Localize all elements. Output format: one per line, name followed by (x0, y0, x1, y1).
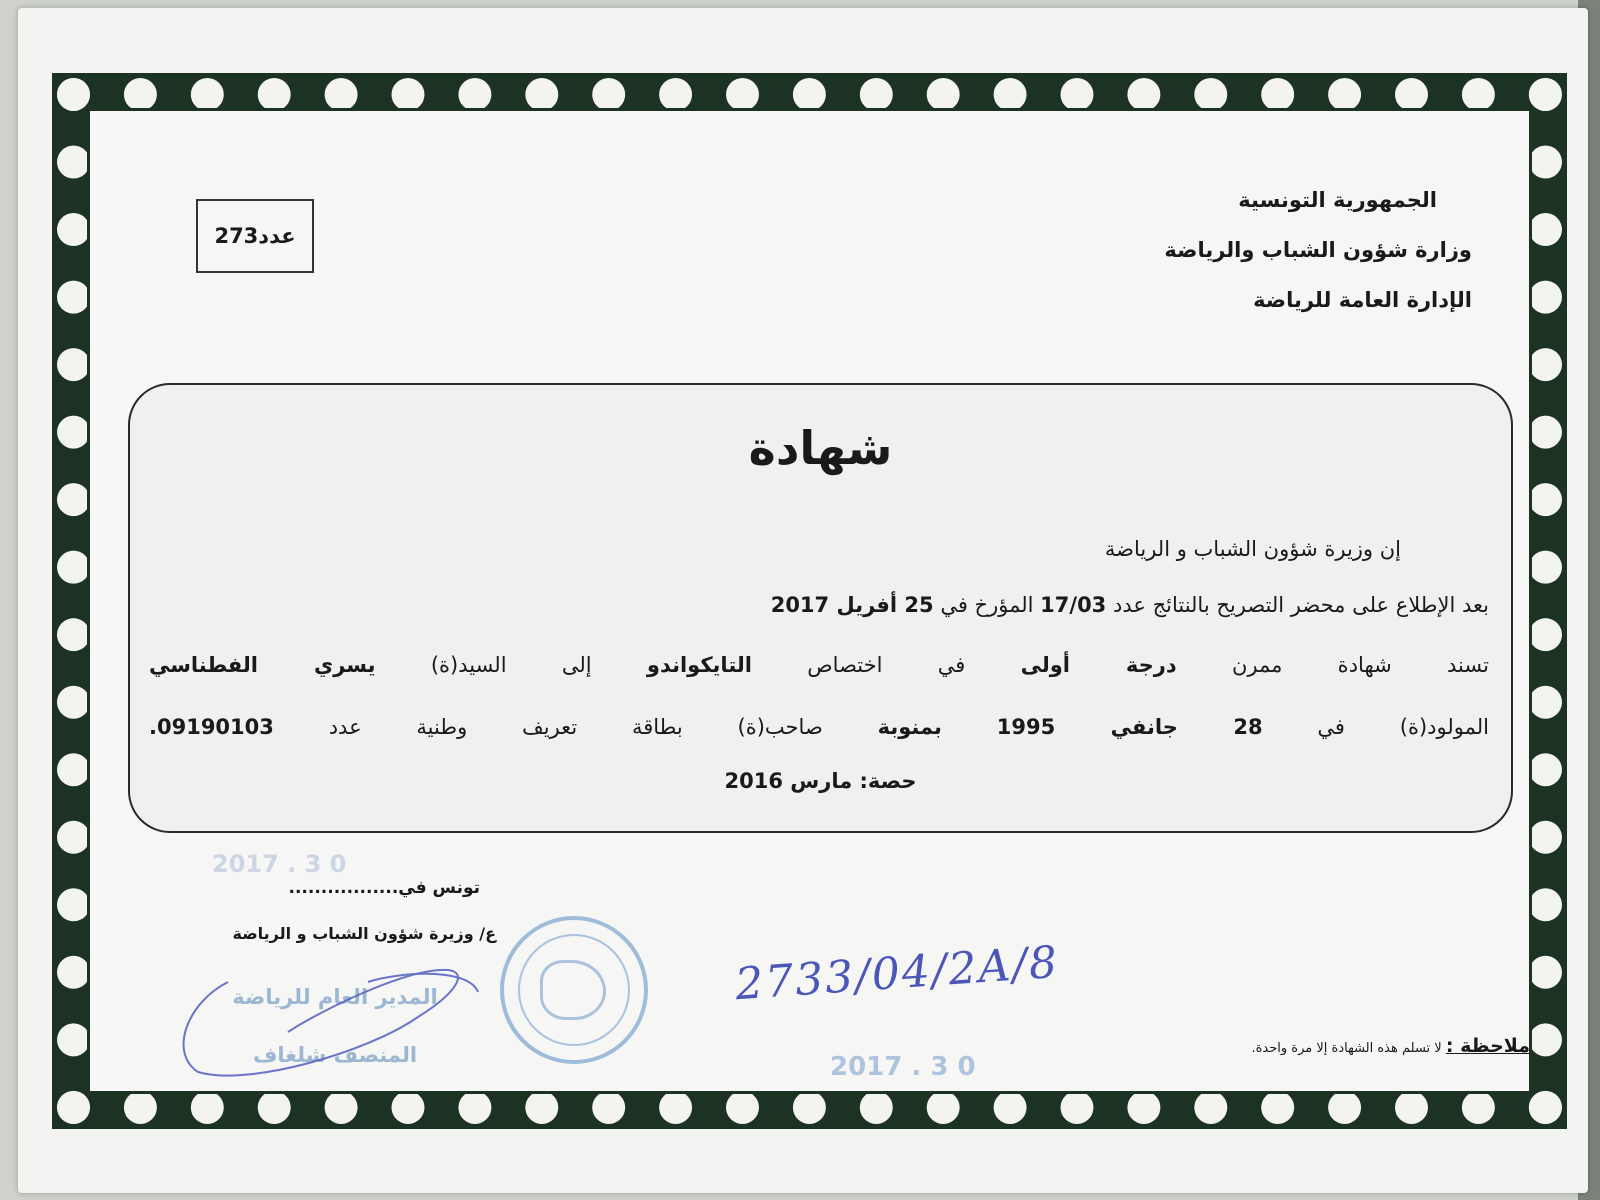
header-republic: الجمهورية التونسية (1238, 188, 1437, 212)
certificate-number: عدد273 (214, 224, 296, 248)
body-line-1 (149, 593, 1489, 617)
session-label: حصة: (859, 769, 917, 793)
line2-to: إلى السيد(ة) (430, 653, 592, 677)
certificate-body-box (128, 383, 1513, 833)
signature-scribble (168, 962, 488, 1082)
specialty: التايكواندو (646, 653, 752, 677)
birth-place: بمنوبة (877, 715, 942, 739)
line2-mid: في اختصاص (807, 653, 966, 677)
body-intro: إن وزيرة شؤون الشباب و الرياضة (1104, 537, 1401, 561)
note-text: لا تسلم هذه الشهادة إلا مرة واحدة. (1251, 1041, 1442, 1056)
handwritten-reference: 2733/04/2A/8 (733, 936, 1061, 1011)
body-line-3 (149, 715, 1489, 739)
date-stamp-top: 2017 . 3 0 (212, 850, 347, 878)
minutes-number: 17/03 (1040, 593, 1107, 617)
note-label: ملاحظة : (1445, 1035, 1530, 1057)
degree: درجة أولى (1020, 653, 1177, 677)
session (130, 769, 1511, 793)
header-directorate: الإدارة العامة للرياضة (1253, 288, 1472, 312)
line2-text: تسند شهادة ممرن (1231, 653, 1489, 677)
certificate-title: شهادة (748, 421, 893, 475)
session-value: مارس 2016 (724, 769, 853, 793)
line3-mid: صاحب(ة) بطاقة تعريف وطنية عدد (328, 715, 823, 739)
body-line-2 (149, 653, 1489, 677)
line1-mid: المؤرخ في (940, 593, 1034, 617)
signer-line: ع/ وزيرة شؤون الشباب و الرياضة (232, 924, 496, 943)
minutes-date: 25 أفريل 2017 (770, 593, 934, 617)
place-date-line: تونس في................. (288, 878, 480, 898)
certificate-number-box (196, 199, 314, 273)
line1-text: بعد الإطلاع على محضر التصريح بالنتائج عدد (1112, 593, 1489, 617)
line3-text: المولود(ة) في (1317, 715, 1489, 739)
header-ministry: وزارة شؤون الشباب والرياضة (1164, 238, 1472, 262)
recipient-name: يسري الفطناسي (149, 653, 376, 677)
date-stamp-bottom: 2017 . 3 0 (830, 1052, 976, 1082)
stamp-title: المدير العام للرياضة (232, 985, 438, 1009)
note (1010, 1035, 1530, 1057)
official-seal-icon (500, 916, 648, 1064)
issuer-header (912, 188, 1472, 338)
id-number: 09190103. (149, 715, 274, 739)
stamp-name: المنصف شلغاف (252, 1043, 418, 1067)
birth-date: 28 جانفي 1995 (996, 715, 1263, 739)
